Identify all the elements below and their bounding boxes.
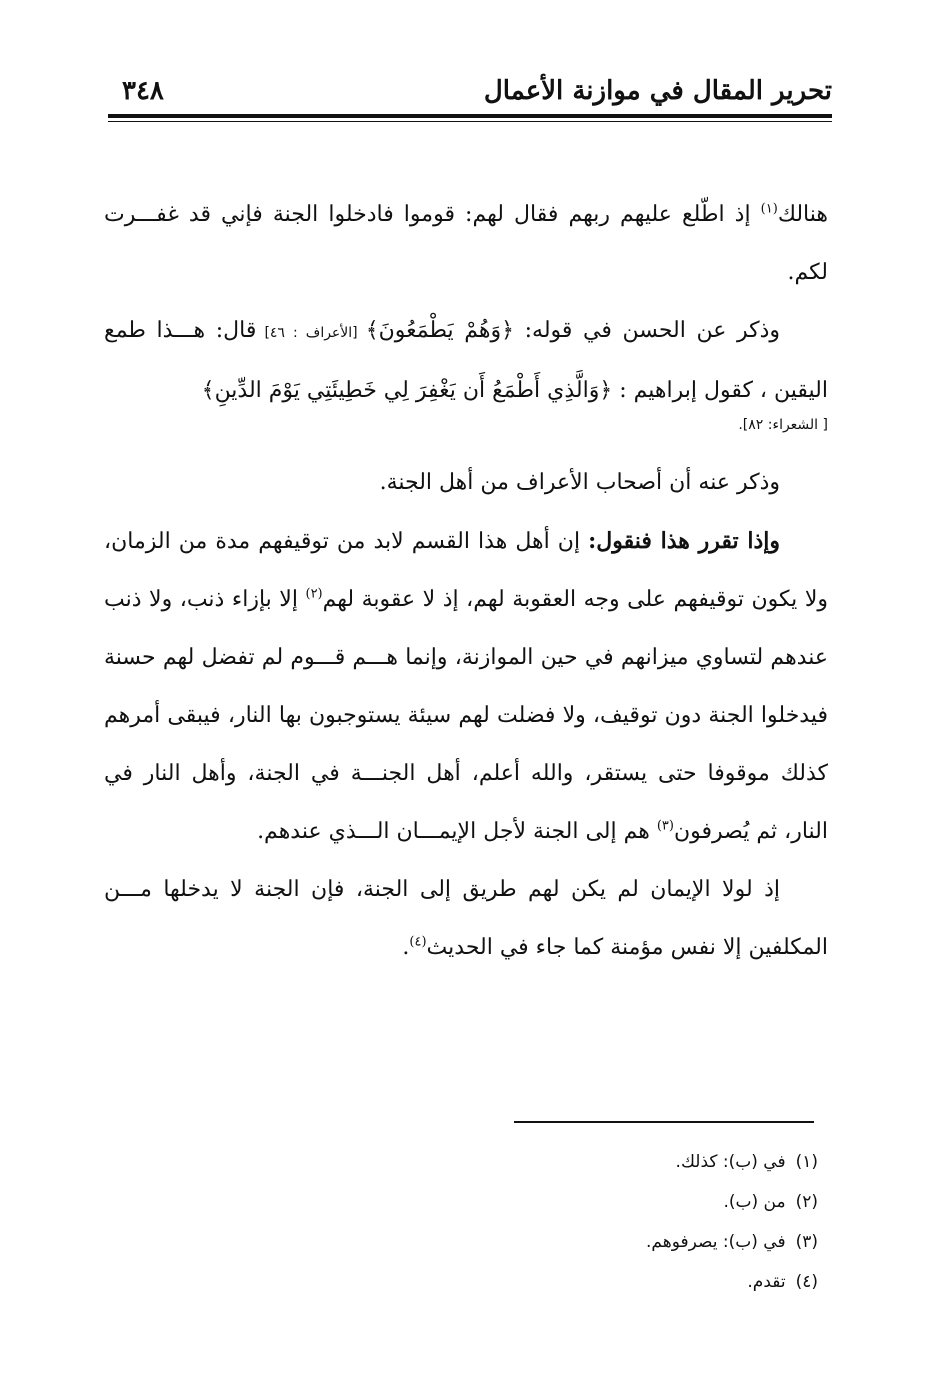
- footnote-ref-1: (١): [760, 201, 778, 217]
- footnote-3: (٣)في (ب): يصرفوهم.: [646, 1232, 818, 1252]
- page-number: ٣٤٨: [122, 76, 164, 106]
- header-rule-thin: [108, 121, 832, 122]
- paragraph-2: وذكر عن الحسن في قوله: ﴿وَهُمْ يَطْمَعُونَ﴾ [الأعراف : ٤٦] قال: هـــذا طمع اليقين ، كقول إبراهيم : ﴿وَالَّذِي أَطْمَعُ أَن يَغْفِرَ لِي خَطِيئَتِي يَوْمَ الدِّينِ﴾: [104, 318, 828, 403]
- paragraph-5: إذ لولا الإيمان لم يكن لهم طريق إلى الجنة، فإن الجنة لا يدخلها مـــن المكلفين إلا نفس مؤمنة كما جاء في الحديث$^{(٤)}$.: [104, 877, 828, 960]
- quran-verse-2: ﴿وَالَّذِي أَطْمَعُ أَن يَغْفِرَ لِي خَطِيئَتِي يَوْمَ الدِّينِ﴾: [201, 378, 613, 403]
- footnote-ref-3: (٣): [656, 818, 674, 834]
- verse-reference-1: [الأعراف : ٤٦]: [256, 325, 366, 341]
- verse-reference-2: [ الشعراء: ٨٢].: [738, 417, 828, 433]
- footnote-2: (٢)من (ب).: [723, 1192, 818, 1212]
- quran-verse-1: ﴿وَهُمْ يَطْمَعُونَ﴾: [365, 318, 514, 343]
- footnote-4: (٤)تقدم.: [747, 1272, 818, 1292]
- running-title: تحرير المقال في موازنة الأعمال: [483, 76, 832, 106]
- paragraph-1: هنالك$^{(١)}$ إذ اطّلع عليهم ربهم فقال لهم: قوموا فادخلوا الجنة فإني قد غفـــرت لكم.: [104, 201, 828, 285]
- footnote-1: (١)في (ب): كذلك.: [675, 1152, 818, 1172]
- page-header: [108, 72, 832, 112]
- paragraph-4: وإذا تقرر هذا فنقول: إن أهل هذا القسم لابد من توقيفهم مدة من الزمان، ولا يكون توقيفهم على وجه العقوبة لهم، إذ لا عقوبة لهم$^{(٢)}$ إلا بإزاء ذنب، ولا ذنب عندهم لتساوي ميزانهم في حين الموازنة، وإنما هـــم قـــوم لم تفضل لهم حسنة فيدخلوا الجنة دون توقيف، ولا فضلت لهم سيئة يستوجبون بها النار، فيبقى أمرهم كذلك موقوفا حتى يستقر، والله أعلم، أهل الجنـــة في الجنة، وأهل النار في النار، ثم يُصرفون$^{(٣)}$ هم إلى الجنة لأجل الإيمـــان الـــذي عندهم.: [104, 528, 828, 844]
- lead-phrase: وإذا تقرر هذا فنقول:: [588, 528, 781, 554]
- footnote-ref-4: (٤): [409, 934, 427, 950]
- footnote-ref-2: (٢): [305, 586, 323, 602]
- main-text: [104, 186, 828, 977]
- header-rule-thick: [108, 114, 832, 118]
- footnote-separator: [514, 1121, 814, 1123]
- footnotes: [318, 1142, 818, 1302]
- paragraph-3: وذكر عنه أن أصحاب الأعراف من أهل الجنة.: [379, 470, 780, 495]
